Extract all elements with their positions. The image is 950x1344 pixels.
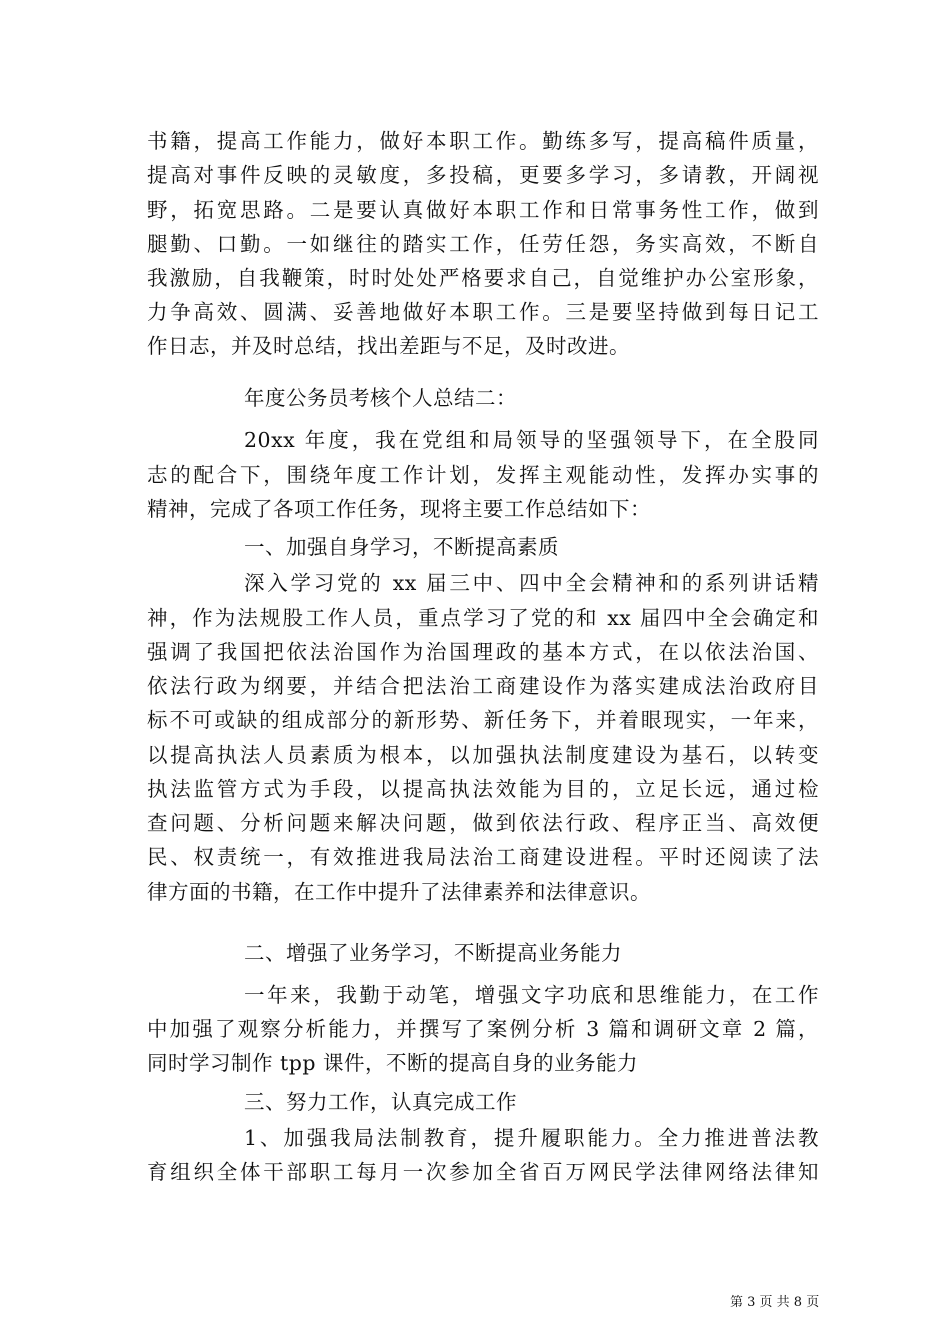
text-line: 一年来，我勤于动笔，增强文字功底和思维能力，在工作 — [244, 983, 819, 1007]
text-line: 腿勤、口勤。一如继往的踏实工作，任劳任怨，务实高效，不断自 — [147, 232, 819, 256]
text-line: 同时学习制作 tpp 课件，不断的提高自身的业务能力 — [147, 1051, 639, 1075]
text-line: 书籍，提高工作能力，做好本职工作。勤练多写，提高稿件质量， — [147, 129, 819, 153]
section-heading: 年度公务员考核个人总结二： — [244, 386, 517, 410]
text-line: 野，拓宽思路。二是要认真做好本职工作和日常事务性工作，做到 — [147, 198, 819, 222]
text-line: 律方面的书籍，在工作中提升了法律素养和法律意识。 — [147, 880, 651, 904]
text-line: 力争高效、圆满、妥善地做好本职工作。三是要坚持做到每日记工 — [147, 300, 819, 324]
text-line: 标不可或缺的组成部分的新形势、新任务下，并着眼现实，一年来， — [147, 708, 819, 732]
text-line: 1、加强我局法制教育，提升履职能力。全力推进普法教 — [244, 1126, 819, 1150]
text-line: 我激励，自我鞭策，时时处处严格要求自己，自觉维护办公室形象， — [147, 266, 819, 290]
text-line: 查问题、分析问题来解决问题，做到依法行政、程序正当、高效便 — [147, 811, 819, 835]
text-line: 执法监管方式为手段，以提高执法效能为目的，立足长远，通过检 — [147, 777, 819, 801]
text-line: 强调了我国把依法治国作为治国理政的基本方式，在以依法治国、 — [147, 640, 819, 664]
text-line: 以提高执法人员素质为根本，以加强执法制度建设为基石，以转变 — [147, 743, 819, 767]
text-line: 深入学习党的 xx 届三中、四中全会精神和的系列讲话精 — [244, 571, 819, 595]
page-number: 第 3 页 共 8 页 — [730, 1295, 820, 1310]
section-heading: 二、增强了业务学习，不断提高业务能力 — [244, 941, 622, 965]
text-line: 20xx 年度，我在党组和局领导的坚强领导下，在全股同 — [244, 428, 819, 452]
text-line: 神，作为法规股工作人员，重点学习了党的和 xx 届四中全会确定和 — [147, 606, 819, 630]
text-line: 中加强了观察分析能力，并撰写了案例分析 3 篇和调研文章 2 篇， — [147, 1017, 819, 1041]
text-line: 育组织全体干部职工每月一次参加全省百万网民学法律网络法律知 — [147, 1160, 819, 1184]
section-heading: 三、努力工作，认真完成工作 — [244, 1090, 517, 1114]
section-heading: 一、加强自身学习，不断提高素质 — [244, 535, 559, 559]
text-line: 精神，完成了各项工作任务，现将主要工作总结如下： — [147, 497, 651, 521]
text-line: 提高对事件反映的灵敏度，多投稿，更要多学习，多请教，开阔视 — [147, 163, 819, 187]
text-line: 作日志，并及时总结，找出差距与不足，及时改进。 — [147, 334, 630, 358]
text-line: 民、权责统一，有效推进我局法治工商建设进程。平时还阅读了法 — [147, 845, 819, 869]
text-line: 依法行政为纲要，并结合把法治工商建设作为落实建成法治政府目 — [147, 674, 819, 698]
text-line: 志的配合下，围绕年度工作计划，发挥主观能动性，发挥办实事的 — [147, 463, 819, 487]
